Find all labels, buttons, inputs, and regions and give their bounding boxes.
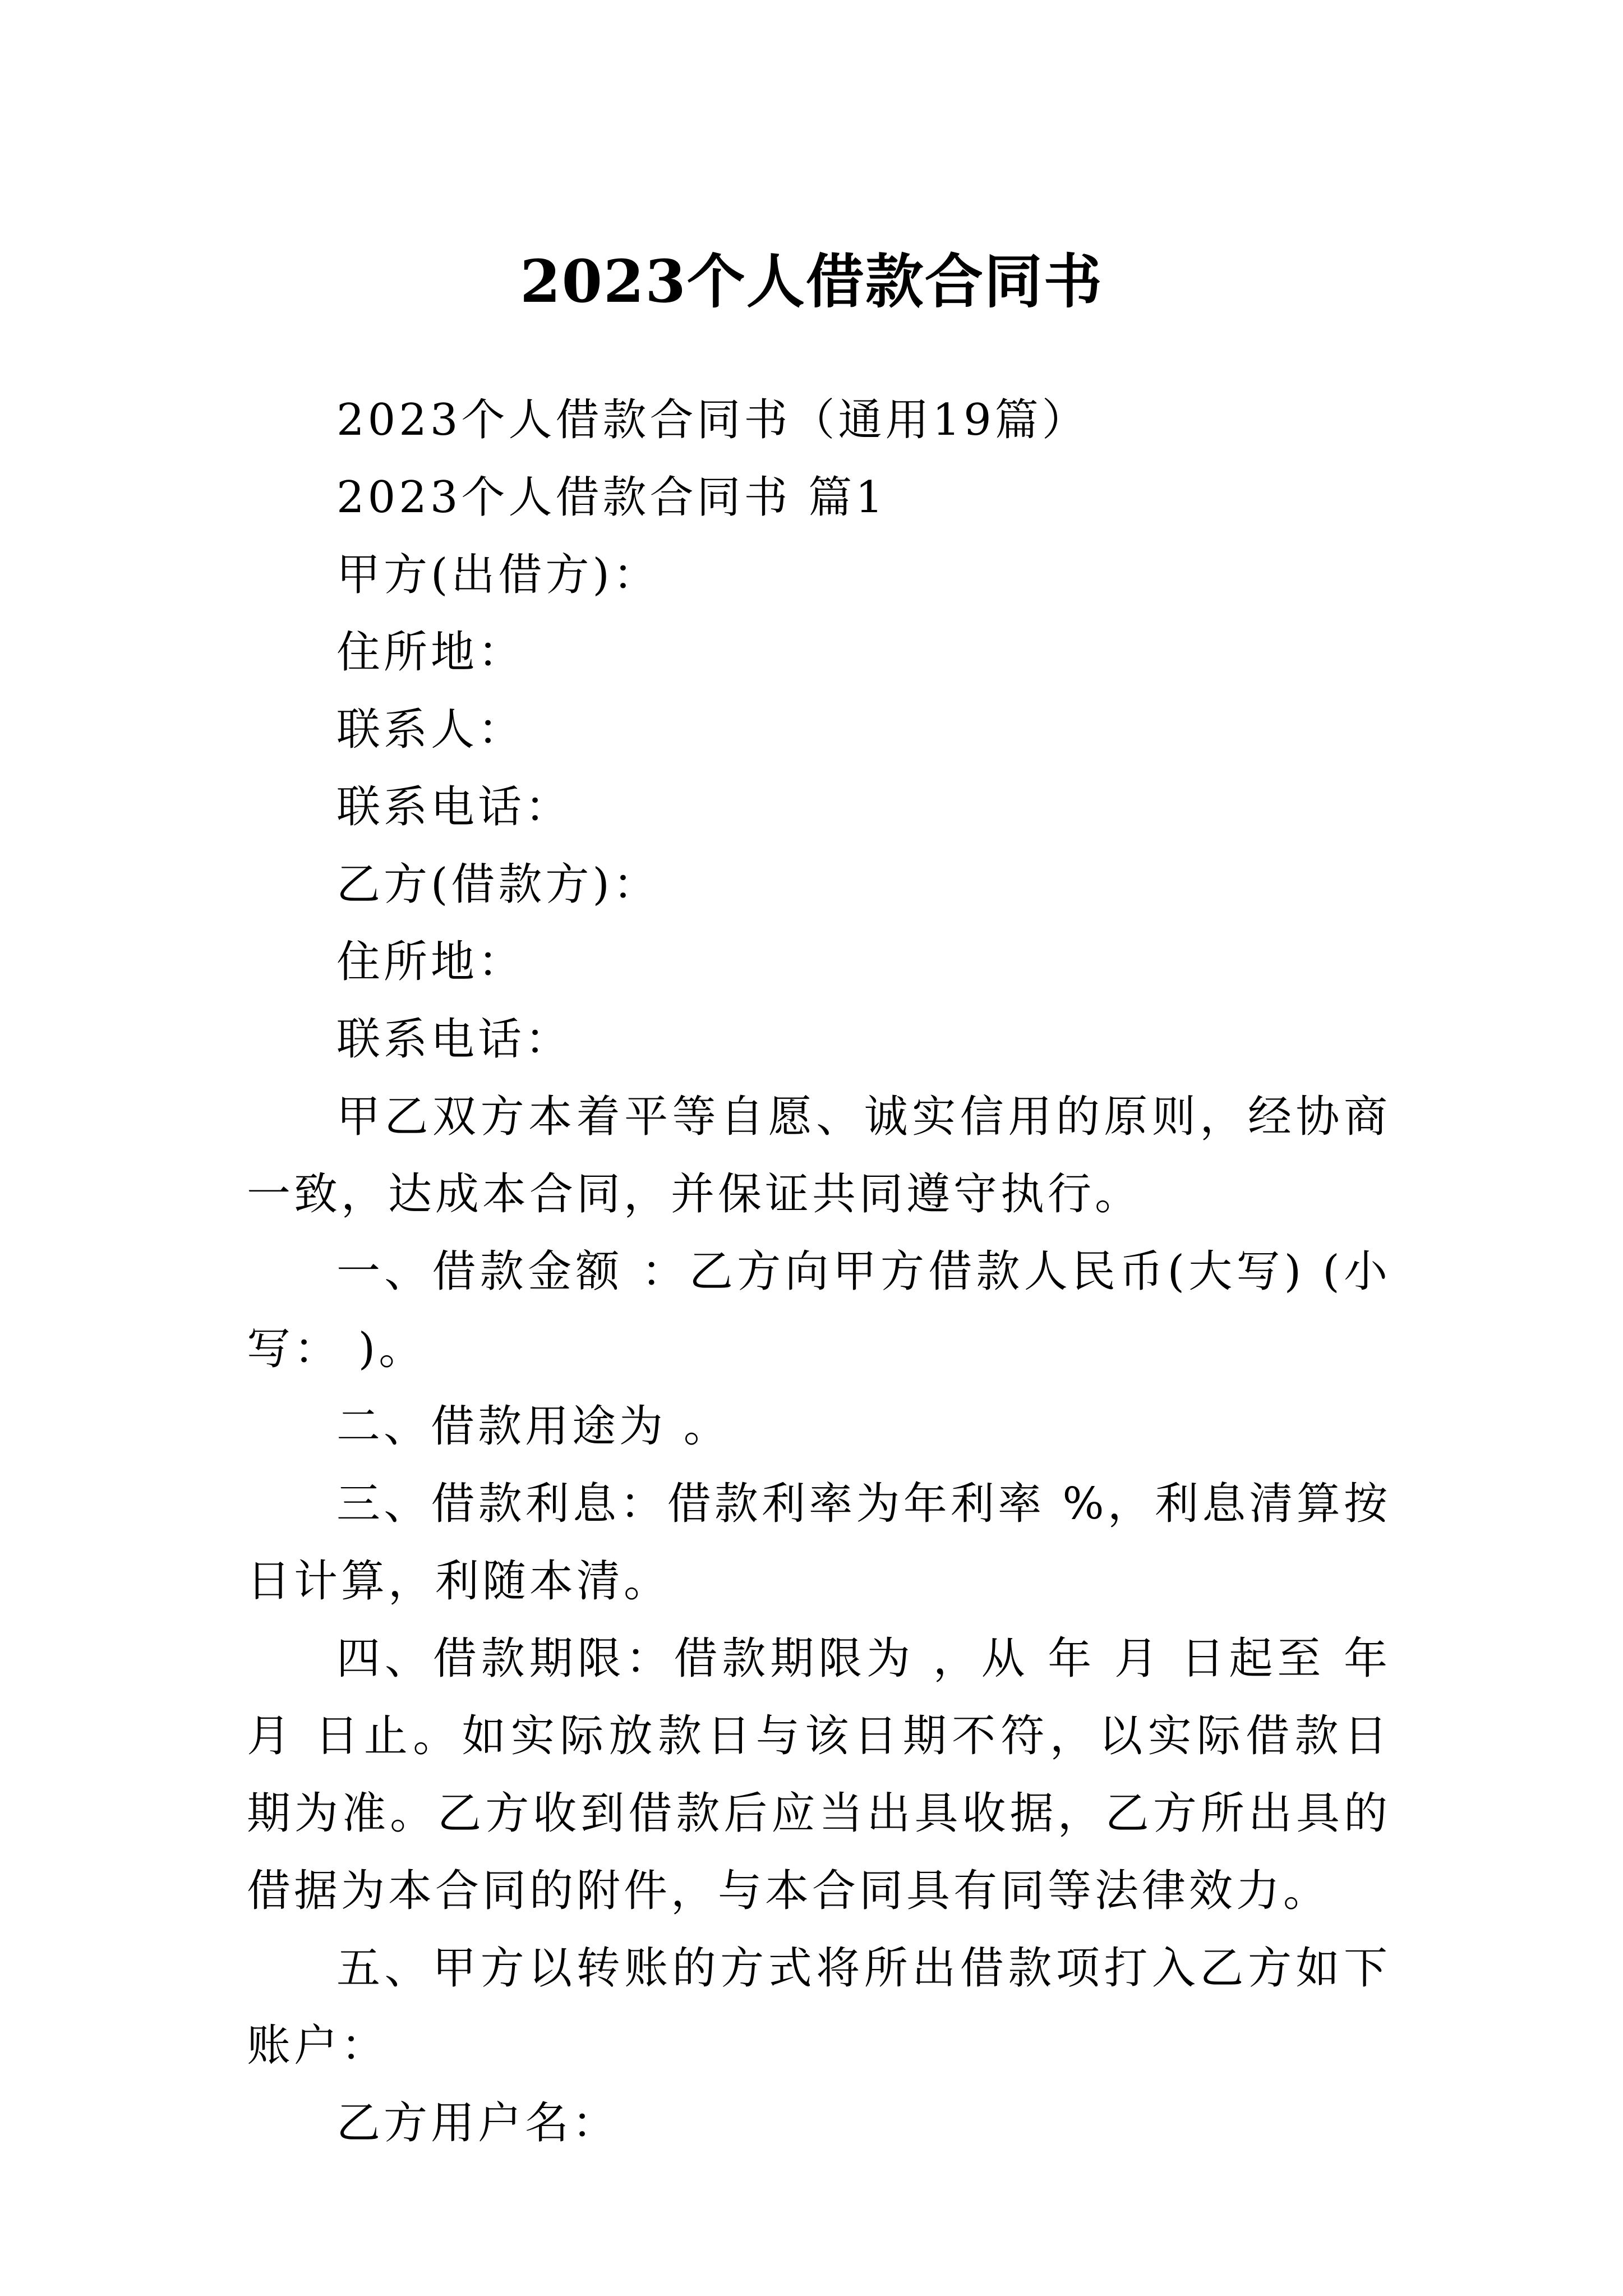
paragraph-clause-term: 四、借款期限：借款期限为 ，从 年 月 日起至 年 月 日止。如实际放款日与该日期不符，以实际借款日期为准。乙方收到借款后应当出具收据，乙方所出具的借据为本合同的附件，与本合同具有同等法律效力。 (247, 1634, 1391, 1916)
paragraph-party-b-account-name: 乙方用户名： (336, 2098, 620, 2148)
paragraph-party-b-address: 住所地： (336, 937, 525, 987)
paragraph-party-a: 甲方(出借方)： (336, 550, 660, 600)
paragraph-clause-amount: 一、借款金额 ：乙方向甲方借款人民币(大写) (小写： )。 (247, 1246, 1391, 1374)
paragraph-clause-transfer: 五、甲方以转账的方式将所出借款项打入乙方如下账户： (247, 1943, 1391, 2071)
paragraph-party-b: 乙方(借款方)： (336, 859, 660, 910)
paragraph-clause-interest: 三、借款利息：借款利率为年利率 %，利息清算按日计算，利随本清。 (247, 1479, 1391, 1607)
paragraph-clause-purpose: 二、借款用途为 。 (336, 1401, 731, 1452)
paragraph-section-heading: 2023个人借款合同书 篇1 (336, 472, 887, 523)
paragraph-party-a-contact: 联系人： (336, 705, 525, 755)
paragraph-party-a-address: 住所地： (336, 627, 525, 678)
paragraph-subtitle: 2023个人借款合同书（通用19篇） (336, 395, 1089, 445)
document-title: 2023个人借款合同书 (520, 246, 1103, 316)
paragraph-party-b-phone: 联系电话： (336, 1014, 573, 1065)
document-body (247, 381, 1391, 2162)
paragraph-party-a-phone: 联系电话： (336, 782, 573, 832)
paragraph-agreement-intro: 甲乙双方本着平等自愿、诚实信用的原则，经协商一致，达成本合同，并保证共同遵守执行。 (247, 1092, 1391, 1220)
